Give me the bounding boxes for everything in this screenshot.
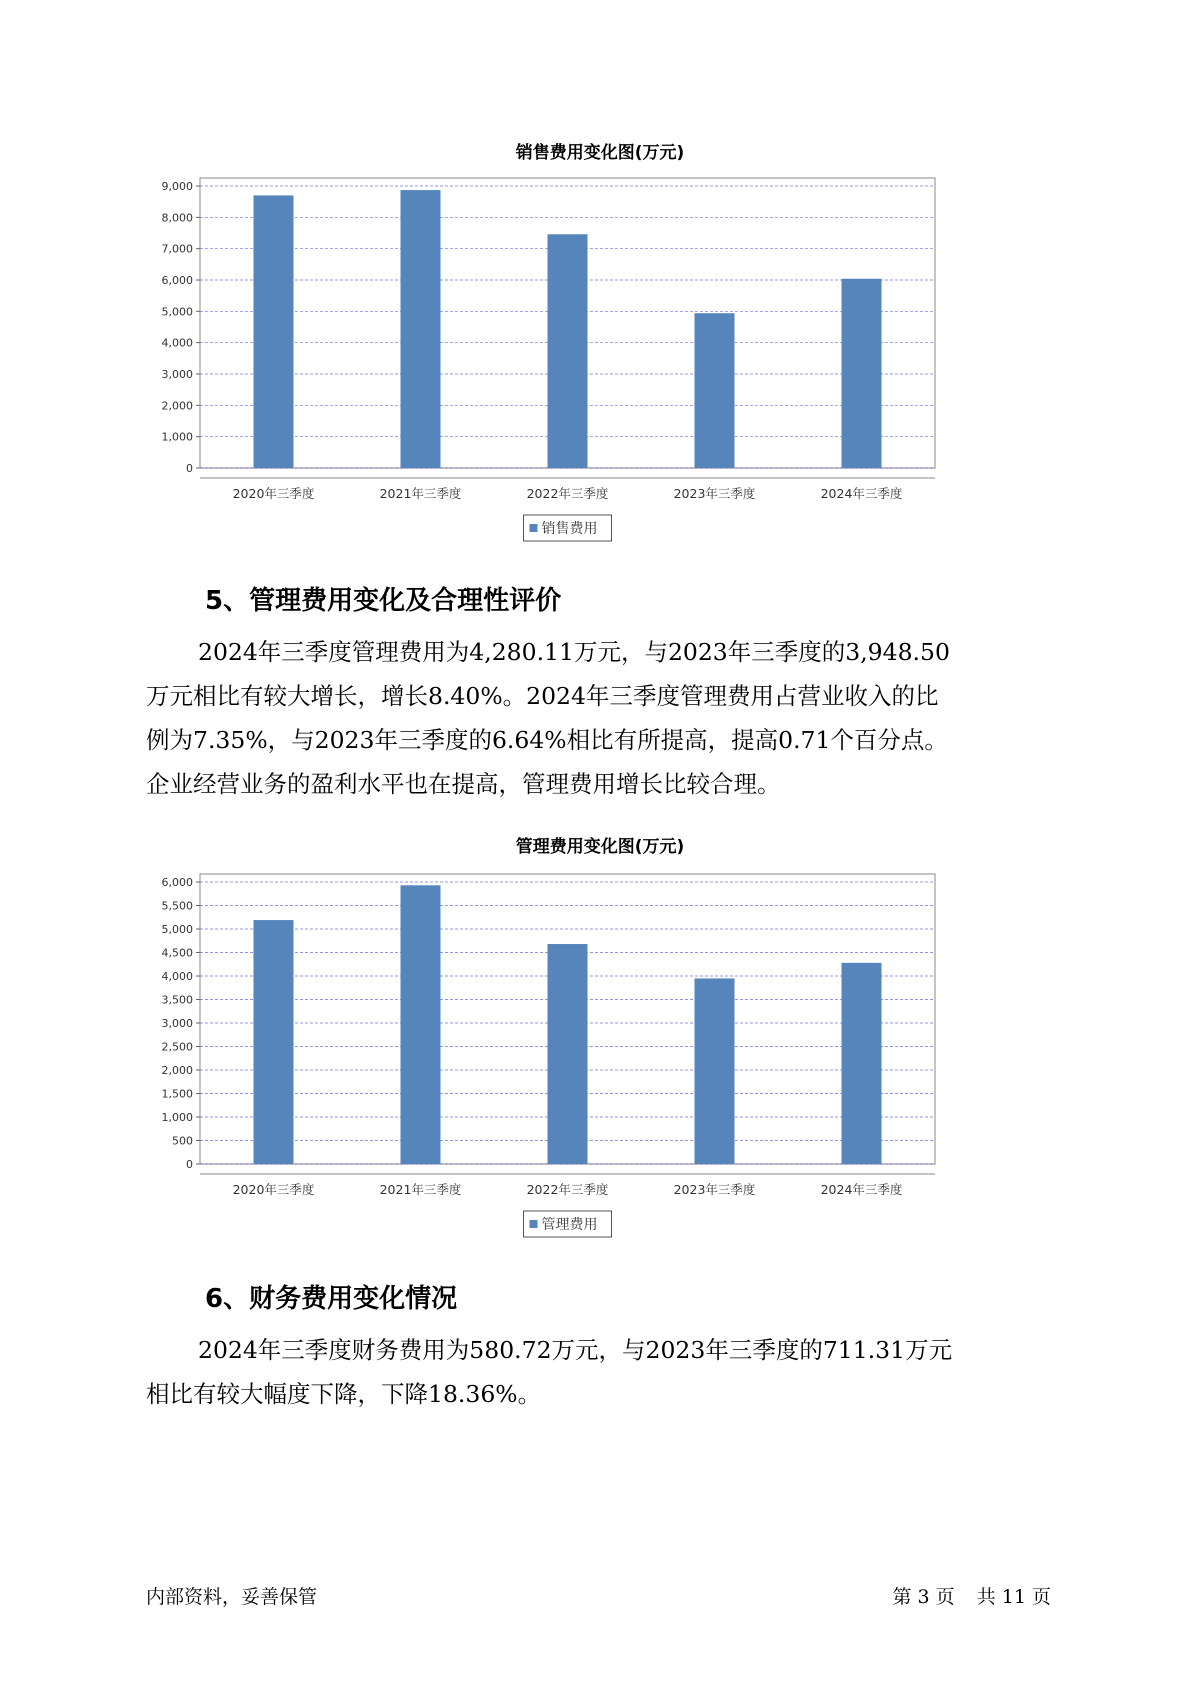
x-tick-label: 2020年三季度 [232,1182,315,1197]
footer-page-number [889,1582,1051,1609]
x-tick-label: 2022年三季度 [526,486,609,501]
admin-expense-chart [160,832,1040,1252]
y-tick-label: 5,000 [161,305,193,319]
x-tick-label: 2021年三季度 [379,486,462,501]
x-tick-label: 2023年三季度 [673,1182,756,1197]
y-tick-label: 2,500 [161,1040,193,1054]
bar [695,313,735,468]
section-5-heading: 5、管理费用变化及合理性评价 [205,586,562,616]
y-tick-label: 2,000 [161,1064,193,1077]
y-tick-label: 5,500 [161,899,193,913]
x-tick-label: 2021年三季度 [379,1182,462,1197]
y-tick-label: 6,000 [161,876,193,889]
bar [548,944,588,1164]
sales-expense-chart [160,138,1040,558]
y-tick-label: 2,000 [161,399,193,413]
x-tick-label: 2024年三季度 [820,486,903,501]
bar [842,279,882,468]
chart-svg [160,166,1040,566]
footer-confidential: 内部资料，妥善保管 [146,1586,318,1608]
x-tick-label: 2023年三季度 [673,486,756,501]
y-tick-label: 4,000 [161,336,193,350]
y-tick-label: 3,000 [161,1017,193,1030]
x-tick-label: 2020年三季度 [232,486,315,501]
bar [254,920,294,1164]
y-tick-label: 1,500 [161,1087,193,1101]
bar [254,195,294,468]
chart-title: 销售费用变化图(万元) [515,143,685,163]
y-tick-label: 7,000 [161,242,193,256]
bar [401,190,441,468]
y-tick-label: 6,000 [161,274,193,287]
chart-svg [160,860,1040,1270]
y-tick-label: 1,000 [161,1111,193,1124]
bar [548,234,588,468]
legend-swatch [530,524,538,532]
para-line: 万元相比有较大增长，增长8.40%。2024年三季度管理费用占营业收入的比 [146,682,939,710]
bar [401,885,441,1164]
total-pages-label: 共 11 页 [976,1586,1051,1608]
y-tick-label: 1,000 [161,430,193,444]
y-tick-label: 5,000 [161,923,193,936]
legend-swatch [530,1220,538,1228]
y-tick-label: 4,500 [161,946,193,960]
y-tick-label: 500 [172,1134,193,1148]
para-line: 相比有较大幅度下降，下降18.36%。 [146,1380,542,1408]
y-tick-label: 0 [186,462,193,475]
chart-title: 管理费用变化图(万元) [515,837,685,857]
legend-label: 销售费用 [541,521,598,537]
y-tick-label: 0 [186,1158,193,1171]
para-line: 2024年三季度管理费用为4,280.11万元，与2023年三季度的3,948.50 [198,638,950,666]
y-tick-label: 3,000 [161,368,193,381]
page-label: 第 3 页 [892,1586,955,1608]
para-line: 企业经营业务的盈利水平也在提高，管理费用增长比较合理。 [146,770,781,798]
y-tick-label: 4,000 [161,970,193,983]
para-line: 2024年三季度财务费用为580.72万元，与2023年三季度的711.31万元 [198,1336,953,1364]
section-6-heading: 6、财务费用变化情况 [205,1284,458,1314]
section-5-paragraph [146,630,1046,806]
bar [842,963,882,1164]
y-tick-label: 9,000 [161,180,193,193]
x-tick-label: 2022年三季度 [526,1182,609,1197]
bar [695,978,735,1164]
y-tick-label: 3,500 [161,993,193,1007]
para-line: 例为7.35%，与2023年三季度的6.64%相比有所提高，提高0.71个百分点。 [146,726,948,754]
y-tick-label: 8,000 [161,211,193,225]
section-6-paragraph [146,1328,1046,1416]
x-tick-label: 2024年三季度 [820,1182,903,1197]
legend-label: 管理费用 [541,1217,598,1233]
